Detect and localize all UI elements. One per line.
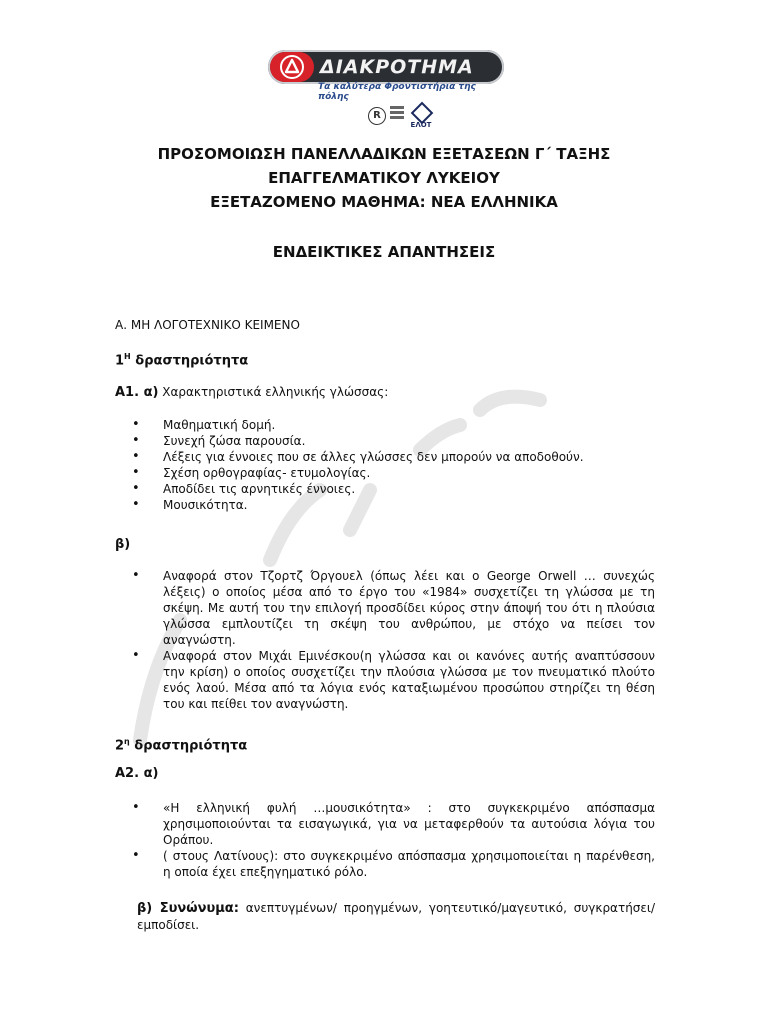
a2-bullet-list [115,800,655,880]
list-item: • Μαθηματική δομή. [115,417,635,433]
delta-icon [280,55,304,79]
logo-mark [270,52,314,82]
synonyms-answer [137,900,655,934]
answers-heading: ΕΝΔΕΙΚΤΙΚΕΣ ΑΠΑΝΤΗΣΕΙΣ [272,243,496,261]
title-line-1: ΠΡΟΣΟΜΟΙΩΣΗ ΠΑΝΕΛΛΑΔΙΚΩΝ ΕΞΕΤΑΣΕΩΝ Γ΄ ΤΑΞΗΣ [157,145,611,163]
logo-text: ΔΙΑΚΡΟΤΗΜΑ [320,56,474,78]
activity-2-label: δραστηριότητα [129,738,248,754]
a2-label: Α2. α) [115,766,159,781]
list-item: • Αποδίδει τις αρνητικές έννοιες. [115,481,635,497]
activity-1-sup: Η [124,352,131,361]
synonyms-label: β) Συνώνυμα: [137,901,239,916]
elot-label: ΕΛΟΤ [410,121,432,129]
list-item: • Μουσικότητα. [115,497,635,513]
synonyms-text: ανεπτυγμένων/ προηγμένων, γοητευτικό/μαγευτικό, συγκρατήσει/εμποδίσει. [137,901,655,932]
activity-2-sup: η [124,737,130,746]
a1-text: Χαρακτηριστικά ελληνικής γλώσσας: [158,385,389,399]
list-item: • Σχέση ορθογραφίας- ετυμολογίας. [115,465,635,481]
cert-badge-icon [390,106,404,126]
beta-1-bullet-list [115,568,655,712]
a1-label: Α1. α) [115,385,159,400]
list-item: • «Η ελληνική φυλή …μουσικότητα» : στο συγκεκριμένο απόσπασμα χρησιμοποιούνται τα εισαγωγικά, για να μεταφερθούν τα αυτούσια λόγια του Οράπου. [115,800,655,848]
elot-logo [410,104,432,130]
title-line-2: ΕΠΑΓΓΕΛΜΑΤΙΚΟΥ ΛΥΚΕΙΟΥ [268,169,500,187]
activity-2-heading [115,734,247,754]
list-item: • Αναφορά στον Τζορτζ Όργουελ (όπως λέει και ο George Orwell … συνεχώς λέξεις) ο οποίος μέσα από το έργο του «1984» συσχετίζει τη γλώσσα με τη σκέψη. Με αυτή του την επιλογή προσδίδει κύρος στην άποψή του ότι η πλούσια γλώσσα εμπλουτίζει τη σκέψη του ανθρώπου, με στόχο να πείσει τον αναγνώστη. [115,568,655,648]
brand-logo [268,50,504,84]
document-title [60,142,708,214]
a1-question [115,384,388,401]
list-item: • Αναφορά στον Μιχάι Εμινέσκου(η γλώσσα και οι κανόνες αυτής αναπτύσσουν την κρίση) ο οποίος συσχετίζει την πλούσια γλώσσα με τον πνευματικό πλούτο ενός λαού. Μέσα από τα λόγια ενός καταξιωμένου προσώπου στηρίζει τη θέση του και πείθει τον αναγνώστη. [115,648,655,712]
registered-icon: R [368,107,386,125]
list-item: • Συνεχή ζώσα παρουσία. [115,433,635,449]
section-a-heading: Α. ΜΗ ΛΟΓΟΤΕΧΝΙΚΟ ΚΕΙΜΕΝΟ [115,318,300,332]
activity-1-num: 1 [115,353,125,369]
a1-bullet-list [115,417,635,513]
activity-1-label: δραστηριότητα [130,353,249,369]
list-item: • ( στους Λατίνους): στο συγκεκριμένο απόσπασμα χρησιμοποιείται η παρένθεση, η οποία έχει επεξηγηματικό ρόλο. [115,848,655,880]
logo-tagline: Τα καλύτερα Φροντιστήρια της πόλης [318,82,476,102]
beta-1-label: β) [115,537,131,552]
list-item: • Λέξεις για έννοιες που σε άλλες γλώσσες δεν μπορούν να αποδοθούν. [115,449,635,465]
activity-2-num: 2 [115,738,125,754]
title-line-3: ΕΞΕΤΑΖΟΜΕΝΟ ΜΑΘΗΜΑ: ΝΕΑ ΕΛΛΗΝΙΚΑ [210,193,558,211]
certification-badges [368,104,434,130]
activity-1-heading [115,349,248,369]
